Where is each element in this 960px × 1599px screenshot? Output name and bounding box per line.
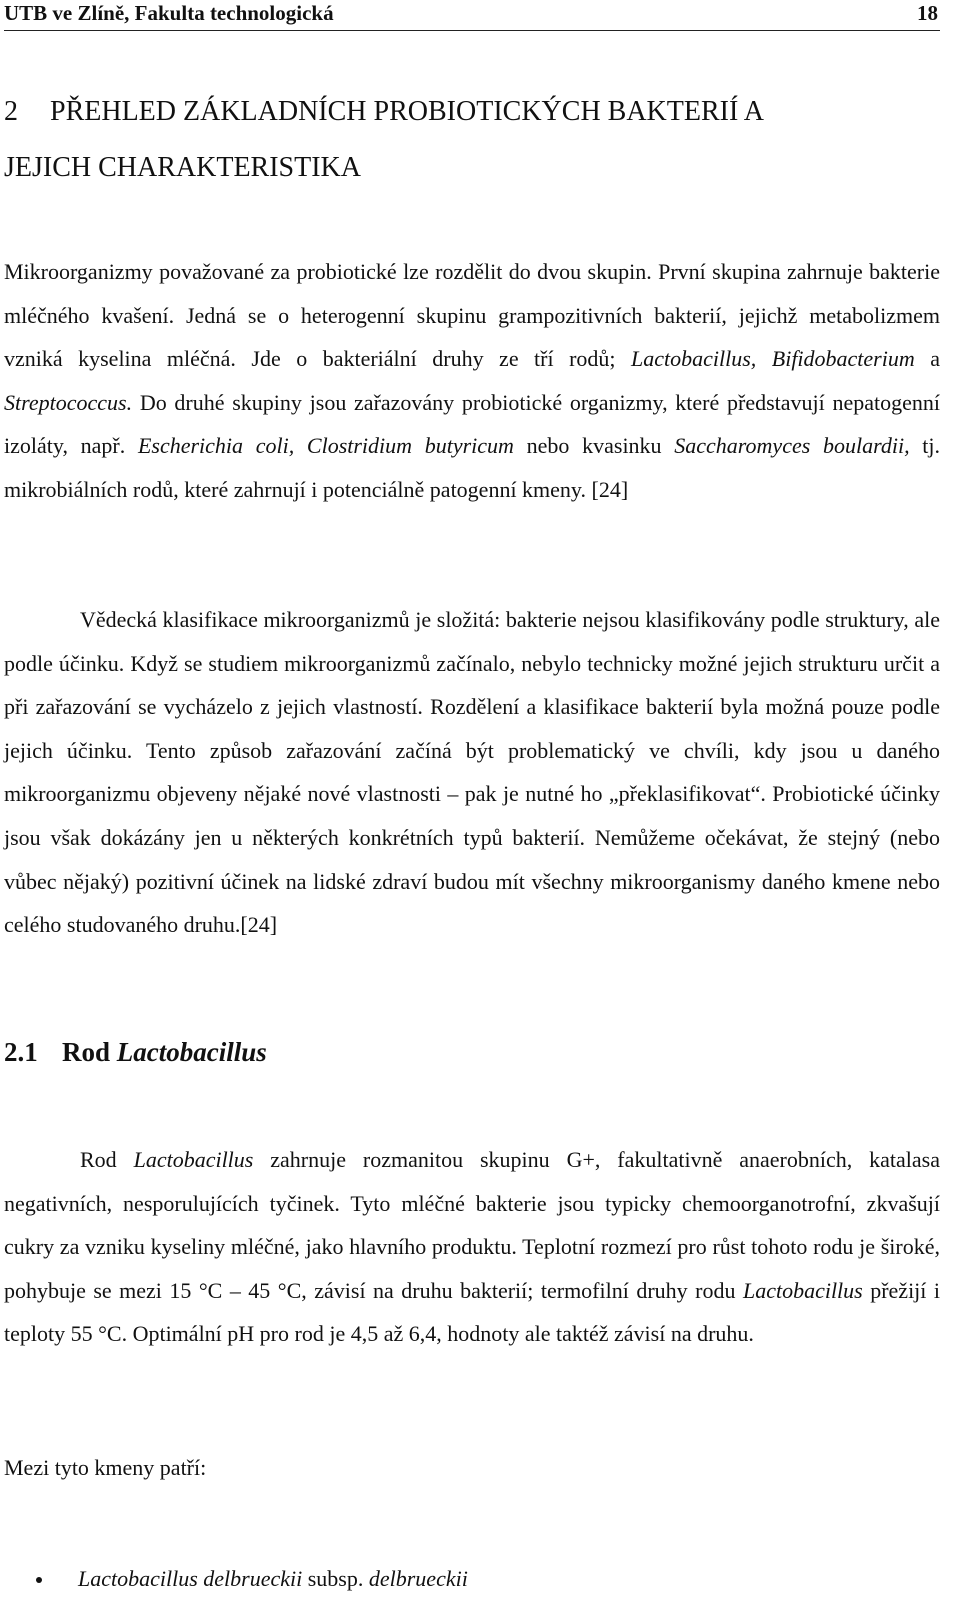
strain-subsp-label: subsp. xyxy=(302,1566,369,1591)
chapter-title-line2: JEJICH CHARAKTERISTIKA xyxy=(4,152,361,183)
paragraph-probiotic-groups xyxy=(4,250,940,512)
paragraph1-genus-names: Lactobacillus, Bifidobacterium xyxy=(631,346,915,372)
paragraph3-text-1: Rod xyxy=(80,1147,134,1172)
paragraph-lactobacillus xyxy=(4,1138,940,1356)
section-title-italic: Lactobacillus xyxy=(116,1037,267,1067)
chapter-title-line1: PŘEHLED ZÁKLADNÍCH PROBIOTICKÝCH BAKTERIÍ A xyxy=(50,96,764,127)
strain-species: Lactobacillus delbrueckii xyxy=(78,1566,303,1591)
paragraph1-text-2: a xyxy=(914,346,940,372)
paragraph1-yeast-name: Saccharomyces boulardii, xyxy=(674,433,910,459)
paragraph1-text-3: Do druhé skupiny jsou zařazovány probiotické organizmy, které představují nepatogenní izoláty, např. xyxy=(4,389,940,459)
paragraph3-text-2: zahrnuje rozmanitou skupinu G+, fakultativně anaerobních, katalasa negativních, nesporulujících tyčinek. Tyto mléčné bakterie jsou typicky chemoorganotrofní, zkvašují cukry za vzniku kyseliny mléčné, jako hlavního produktu. Teplotní rozmezí pro růst tohoto rodu je široké, pohybuje se mezi 15 °C – 45 °C, závisí na druhu bakterií; termofilní druhy rodu xyxy=(4,1147,940,1303)
page-header xyxy=(4,0,940,31)
header-institution: UTB ve Zlíně, Fakulta technologická xyxy=(4,1,334,25)
paragraph3-text-3: přežijí i teploty 55 °C. Optimální pH pro rod je 4,5 až 6,4, hodnoty ale taktéž závisí na druhu. xyxy=(4,1277,940,1347)
paragraph1-species-names: Escherichia coli, Clostridium butyricum xyxy=(137,433,514,459)
list-item xyxy=(0,1564,940,1594)
paragraph3-genus-1: Lactobacillus xyxy=(133,1147,254,1172)
paragraph-strains-intro: Mezi tyto kmeny patří: xyxy=(4,1455,207,1480)
page-number: 18 xyxy=(917,1,938,25)
chapter-number: 2 xyxy=(4,96,18,127)
strain-subspecies: delbrueckii xyxy=(368,1566,468,1591)
paragraph1-text-4: nebo kvasinku xyxy=(513,433,675,459)
bullet-icon xyxy=(36,1577,42,1583)
paragraph1-text-1: Mikroorganizmy považované za probiotické lze rozdělit do dvou skupin. První skupina zahrnuje bakterie mléčného kvašení. Jedná se o heterogenní skupinu grampozitivních bakterií, jejichž metabolizmem vzniká kyselina mléčná. Jde o bakteriální druhy ze tří rodů; xyxy=(4,259,940,372)
section-heading xyxy=(4,1032,267,1072)
paragraph3-genus-2: Lactobacillus xyxy=(742,1277,863,1303)
strain-list xyxy=(0,1564,940,1594)
paragraph1-text-5: tj. mikrobiálních rodů, které zahrnují i potenciálně patogenní kmeny. [24] xyxy=(4,433,941,502)
paragraph-classification: Vědecká klasifikace mikroorganizmů je složitá: bakterie nejsou klasifikovány podle struktury, ale podle účinku. Když se studiem mikroorganizmů začínalo, nebylo technicky možné jejich strukturu určit a při zařazování se vycházelo z jejich vlastností. Rozdělení a klasifikace bakterií byla možná pouze podle jejich účinku. Tento způsob zařazování začíná být problematický ve chvíli, kdy jsou u daného mikroorganizmu objeveny nějaké nové vlastnosti – pak je nutné ho „překlasifikovat“. Probiotické účinky jsou však dokázány jen u některých konkrétních typů bakterií. Nemůžeme očekávat, že stejný (nebo vůbec nějaký) pozitivní účinek na lidské zdraví budou mít všechny mikroorganismy daného kmene nebo celého studovaného druhu.[24] xyxy=(4,607,940,938)
chapter-heading xyxy=(4,84,934,196)
paragraph1-genus-streptococcus: Streptococcus. xyxy=(4,389,133,415)
section-title-plain: Rod xyxy=(62,1037,117,1067)
section-number: 2.1 xyxy=(4,1037,38,1067)
